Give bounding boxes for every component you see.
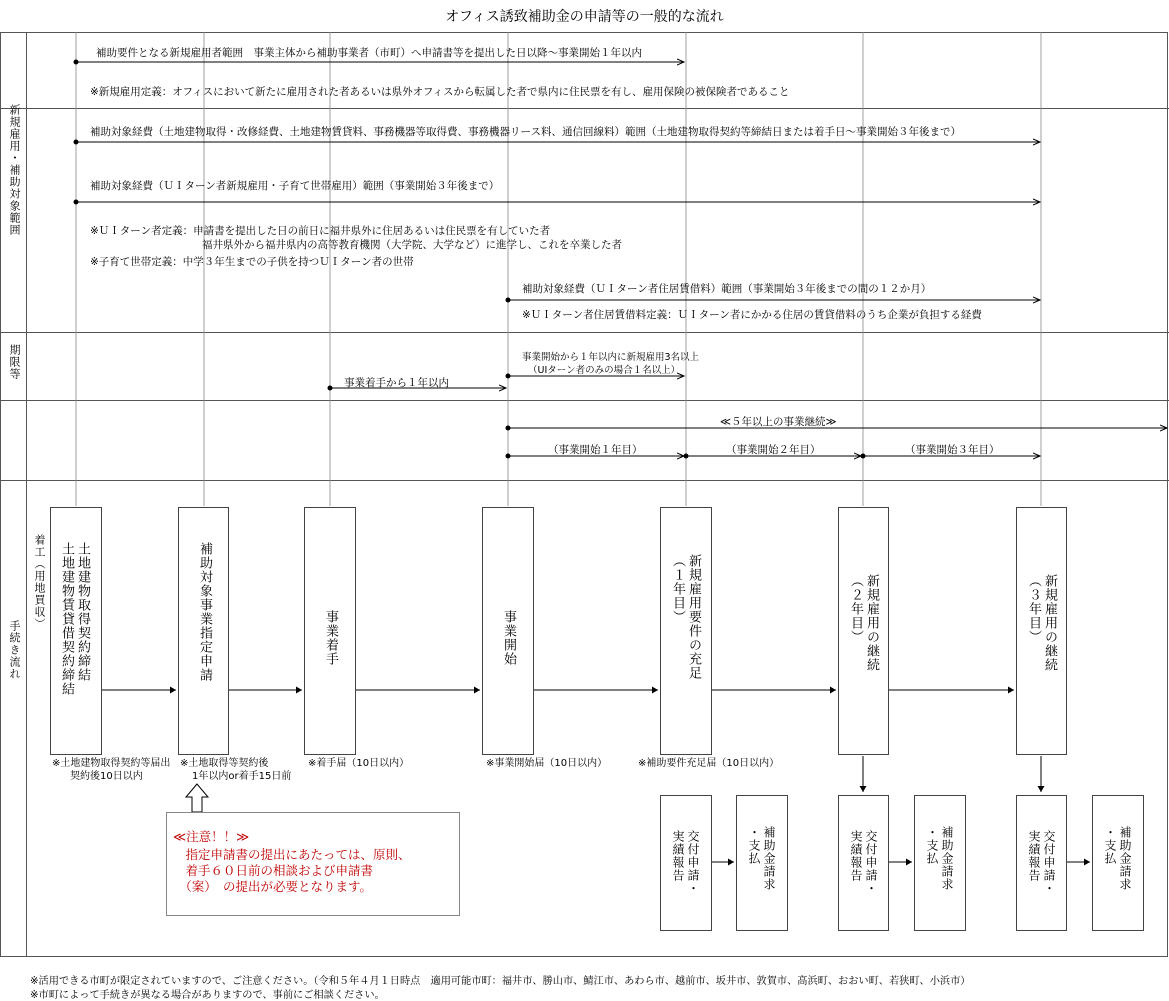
range-note-r4: ※ＵＩターン者住居賃借料定義：ＵＩターン者にかかる住居の賃貸借料のうち企業が負担する経費 bbox=[522, 309, 982, 321]
flow-box-contract-text: 土地建物取得契約締結 土地建物賃貸借契約締結 bbox=[59, 542, 90, 696]
caution-heading: ≪注意！！≫ bbox=[173, 829, 250, 844]
sub-box-claim-2-text: 補助金請求 ・支払 bbox=[925, 826, 954, 891]
range-note-ui: ※ＵＩターン者定義：申請書を提出した日の前日に福井県外に住居あるいは住民票を有していた者 bbox=[90, 225, 551, 237]
caution-pointer-arrow bbox=[186, 784, 208, 812]
flow-box-start-work-text: 事業着手 bbox=[323, 610, 338, 666]
range-label-r4: 補助対象経費（ＵＩターン者住居賃借料）範囲（事業開始３年後までの間の１２か月） bbox=[522, 283, 932, 295]
sub-box-apply-3 bbox=[1016, 795, 1067, 931]
note-business-start: ※事業開始届（10日以内） bbox=[486, 758, 608, 769]
sub-box-claim-3-text: 補助金請求 ・支払 bbox=[1103, 826, 1132, 891]
continuation-label: ≪５年以上の事業継続≫ bbox=[720, 416, 837, 428]
deadline-label-d1: 事業着手から１年以内 bbox=[344, 377, 449, 389]
range-label-r2: 補助対象経費（土地建物取得・改修経費、土地建物賃貸料、事務機器等取得費、事務機器リース料、通信回線料）範囲（土地建物取得契約等締結日または着手日～事業開始３年後まで） bbox=[90, 126, 961, 138]
flow-box-year1 bbox=[660, 507, 712, 755]
note-contract-1: ※土地建物取得契約等届出 bbox=[52, 758, 171, 769]
sub-box-claim-1 bbox=[736, 795, 788, 931]
flow-box-year2-text: 新規雇用の継続 （２年目） bbox=[848, 574, 879, 672]
footer-note-2: ※市町によって手続きが異なる場合がありますので、事前にご相談ください。 bbox=[30, 990, 385, 1001]
flow-box-start-work bbox=[304, 507, 356, 755]
flow-box-year1-text: 新規雇用要件の充足 （１年目） bbox=[670, 554, 701, 680]
year-label-2: （事業開始２年目） bbox=[726, 444, 821, 456]
sub-box-apply-2-text: 交付申請・ 実績報告 bbox=[849, 830, 878, 895]
page-title: オフィス誘致補助金の申請等の一般的な流れ bbox=[445, 9, 724, 25]
flow-box-year3-text: 新規雇用の継続 （３年目） bbox=[1026, 574, 1057, 672]
footer-note-1: ※活用できる市町が限定されていますので、ご注意ください。（令和５年４月１日時点 適用可能市町：福井市、勝山市、鯖江市、あわら市、越前市、坂井市、敦賀市、高浜町、おおい町、若狭町、小浜市） bbox=[30, 976, 971, 987]
deadline-label-d2b: （UIターン者のみの場合１名以上） bbox=[528, 365, 681, 376]
section-label-tetsuzuki: 手続き流れ bbox=[8, 620, 21, 680]
note-designation-2: 1年以内or着手15日前 bbox=[192, 771, 292, 782]
caution-body: 指定申請書の提出にあたっては、原則、 着手６０日前の相談および申請書 （案） の提出が必要となります。 bbox=[185, 847, 411, 894]
sub-box-claim-2 bbox=[914, 795, 966, 931]
range-label-r1: 補助要件となる新規雇用者範囲 事業主体から補助事業者（市町）へ申請書等を提出した日以降～事業開始１年以内 bbox=[96, 47, 642, 59]
sub-box-claim-3 bbox=[1092, 795, 1144, 931]
sub-box-apply-2 bbox=[838, 795, 889, 931]
note-designation-1: ※土地取得等契約後 bbox=[180, 758, 269, 769]
section-label-koyou: 新規雇用・補助対象範囲 bbox=[8, 104, 21, 236]
sub-box-apply-1 bbox=[660, 795, 712, 931]
sub-box-apply-1-text: 交付申請・ 実績報告 bbox=[671, 830, 700, 895]
flow-side-label: 着工（用地買収） bbox=[33, 534, 46, 630]
caution-box bbox=[166, 812, 460, 916]
flow-box-business-start-text: 事業開始 bbox=[501, 610, 516, 666]
note-requirement: ※補助要件充足届（10日以内） bbox=[638, 758, 780, 769]
flow-box-designation bbox=[178, 507, 229, 755]
range-label-r3: 補助対象経費（ＵＩターン者新規雇用・子育て世帯雇用）範囲（事業開始３年後まで） bbox=[90, 180, 500, 192]
range-note-kosodate: ※子育て世帯定義：中学３年生までの子供を持つＵＩターン者の世帯 bbox=[90, 256, 414, 268]
range-note-r1: ※新規雇用定義：オフィスにおいて新たに雇用された者あるいは県外オフィスから転属した者で県内に住民票を有し、雇用保険の被保険者であること bbox=[90, 86, 790, 98]
sub-box-apply-3-text: 交付申請・ 実績報告 bbox=[1027, 830, 1056, 895]
flow-box-year2 bbox=[838, 507, 889, 755]
flow-box-year3 bbox=[1016, 507, 1067, 755]
note-start-work: ※着手届（10日以内） bbox=[308, 758, 410, 769]
flow-box-contract bbox=[50, 507, 102, 755]
section-label-kigen: 期限等 bbox=[8, 344, 21, 380]
flow-box-business-start bbox=[482, 507, 534, 755]
year-label-1: （事業開始１年目） bbox=[548, 444, 643, 456]
year-label-3: （事業開始３年目） bbox=[905, 444, 1000, 456]
range-note-ui-2: 福井県外から福井県内の高等教育機関（大学院、大学など）に進学し、これを卒業した者 bbox=[202, 239, 622, 251]
deadline-label-d2a: 事業開始から１年以内に新規雇用3名以上 bbox=[522, 352, 700, 363]
flow-box-designation-text: 補助対象事業指定申請 bbox=[197, 542, 212, 682]
sub-box-claim-1-text: 補助金請求 ・支払 bbox=[747, 826, 776, 891]
note-contract-2: 契約後10日以内 bbox=[70, 771, 143, 782]
